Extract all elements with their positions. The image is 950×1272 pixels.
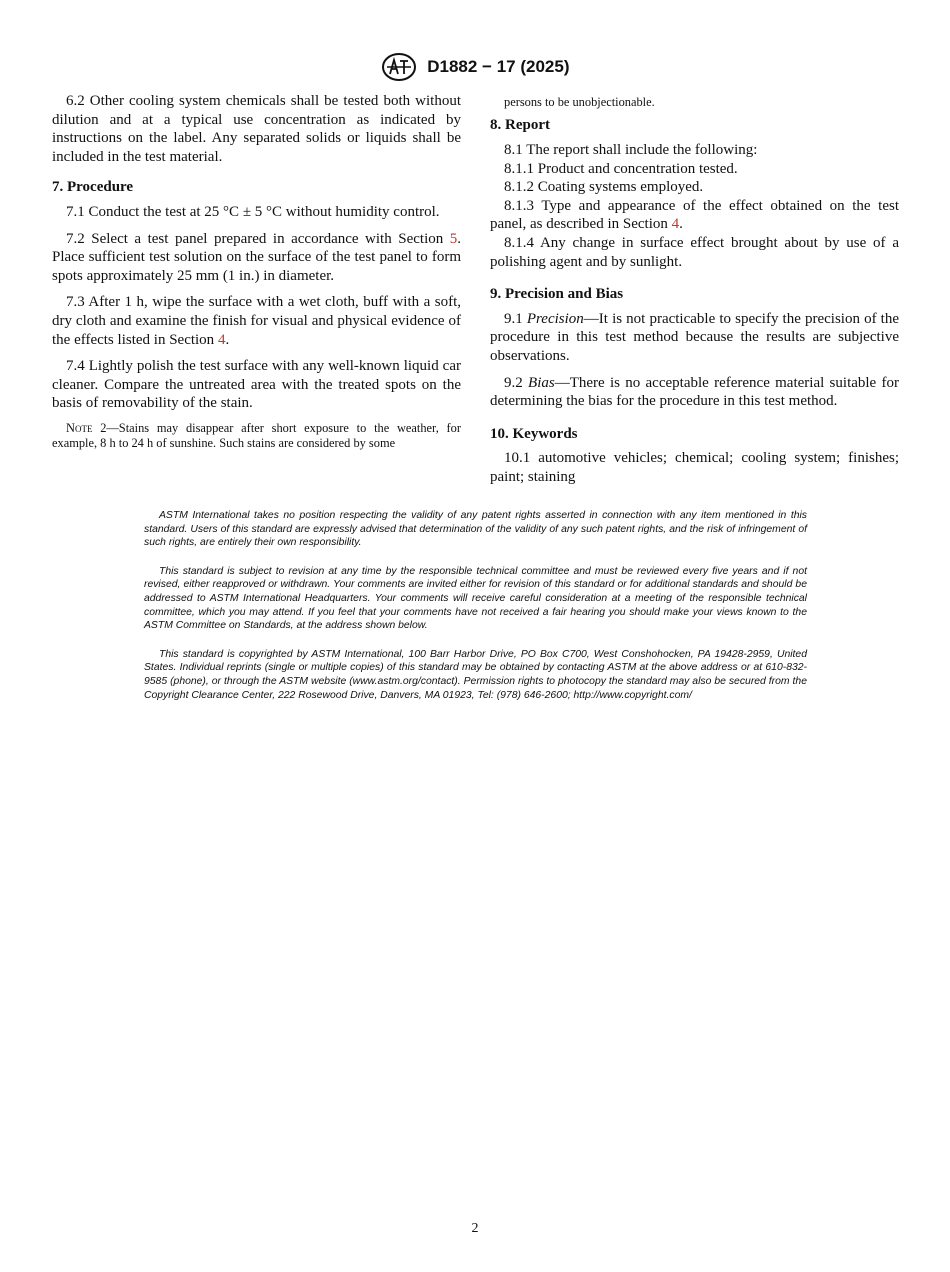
patent-notice: ASTM International takes no position respecting the validity of any patent rights asserted in connection with any item mentioned in this standard. Users of this standard are expressly advised that determination of the validity of any such patent rights, and the risk of infringement of such rights, are entirely their own responsibility. bbox=[144, 510, 807, 549]
copyright-notice: This standard is copyrighted by ASTM International, 100 Barr Harbor Drive, PO Box C700, West Conshohocken, PA 19428-2959, United States. Individual reprints (single or multiple copies) of this standard may be obtained by contacting ASTM at the above address or at 610-832-9585 (phone), or through the ASTM website (www.astm.org/contact). Permission rights to photocopy the standard may also be secured from the Copyright Clearance Center, 222 Rosewood Drive, Danvers, MA 01923, Tel: (978) 646-2600; http://www.copyright.com/ bbox=[144, 648, 807, 701]
section-5-link[interactable]: 5 bbox=[449, 230, 458, 247]
revision-notice: This standard is subject to revision at any time by the responsible technical committee and must be reviewed every five years and if not revised, either reapproved or withdrawn. Your comments are invited either for revision of this standard or for additional standards and should be addressed to ASTM International Headquarters. Your comments will receive careful consideration at a meeting of the responsible technical committee, which you may attend. If you feel that your comments have not received a fair hearing you should make your views known to the ASTM Committee on Standards, at the address shown below. bbox=[144, 565, 807, 632]
paragraph-7-3-text-b: . bbox=[225, 331, 230, 348]
paragraph-7-2-text-a: 7.2 Select a test panel prepared in accordance with Section bbox=[66, 230, 450, 247]
section-8-heading: 8. Report bbox=[490, 117, 550, 134]
right-column bbox=[490, 95, 899, 495]
note-2-continuation: persons to be unobjectionable. bbox=[504, 95, 655, 109]
paragraph-7-2 bbox=[52, 230, 461, 286]
paragraph-9-2-number: 9.2 bbox=[504, 374, 529, 391]
paragraph-7-4: 7.4 Lightly polish the test surface with any well-known liquid car cleaner. Compare the untreated area with the treated spots on the basis of removability of the stain. bbox=[52, 358, 461, 412]
paragraph-8-1-3 bbox=[490, 197, 899, 234]
precision-term: Precision bbox=[526, 310, 584, 327]
paragraph-9-2 bbox=[490, 374, 899, 411]
paragraph-8-1-4: 8.1.4 Any change in surface effect brought about by use of a polishing agent and by sunlight. bbox=[490, 234, 899, 270]
paragraph-8-1-3-text-b: . bbox=[679, 216, 683, 233]
section-10-heading: 10. Keywords bbox=[490, 425, 578, 442]
astm-notices bbox=[144, 509, 807, 717]
paragraph-7-1: 7.1 Conduct the test at 25 °C ± 5 °C without humidity control. bbox=[66, 203, 440, 220]
bias-term: Bias bbox=[528, 374, 555, 391]
section-7-heading: 7. Procedure bbox=[52, 179, 134, 196]
section-4-link[interactable]: 4 bbox=[217, 331, 226, 348]
paragraph-7-3-text-a: 7.3 After 1 h, wipe the surface with a wet cloth, buff with a soft, dry cloth and examine the finish for visual and physical evidence of the effects listed in Section bbox=[52, 294, 461, 348]
paragraph-9-1-text: —It is not practicable to specify the precision of the procedure in this test method because the results are subjective observations. bbox=[490, 310, 899, 364]
paragraph-8-1-1: 8.1.1 Product and concentration tested. bbox=[504, 160, 738, 177]
page-header bbox=[0, 52, 950, 82]
section-9-heading: 9. Precision and Bias bbox=[490, 286, 624, 303]
paragraph-8-1: 8.1 The report shall include the following: bbox=[504, 142, 758, 158]
page-number: 2 bbox=[471, 1221, 479, 1236]
paragraph-9-1-number: 9.1 bbox=[504, 310, 527, 327]
paragraph-7-2-text-b: . Place sufficient test solution on the surface of the test panel to form spots approximately 25 mm (1 in.) in diameter. bbox=[52, 230, 461, 284]
paragraph-8-1-3-text-a: 8.1.3 Type and appearance of the effect obtained on the test panel, as described in Section bbox=[490, 197, 899, 233]
paragraph-8-1-2: 8.1.2 Coating systems employed. bbox=[504, 179, 704, 196]
left-column bbox=[52, 92, 461, 452]
astm-logo-icon bbox=[381, 52, 417, 82]
note-2-text: 2—Stains may disappear after short exposure to the weather, for example, 8 h to 24 h of sunshine. Such stains are considered by some bbox=[52, 420, 461, 451]
paragraph-9-2-text: —There is no acceptable reference material suitable for determining the bias for the procedure in this test method. bbox=[490, 374, 899, 410]
standard-designation: D1882 − 17 (2025) bbox=[427, 57, 570, 76]
section-4-link[interactable]: 4 bbox=[671, 216, 680, 233]
paragraph-7-3 bbox=[52, 293, 461, 349]
paragraph-6-2: 6.2 Other cooling system chemicals shall be tested both without dilution and at a typical use concentration as indicated by instructions on the label. Any separated solids or liquids shall be included in the test material. bbox=[52, 93, 461, 165]
paragraph-10-1: 10.1 automotive vehicles; chemical; cooling system; finishes; paint; staining bbox=[490, 450, 899, 485]
note-2 bbox=[52, 421, 461, 452]
paragraph-9-1 bbox=[490, 310, 899, 366]
note-label: Note bbox=[66, 420, 93, 435]
